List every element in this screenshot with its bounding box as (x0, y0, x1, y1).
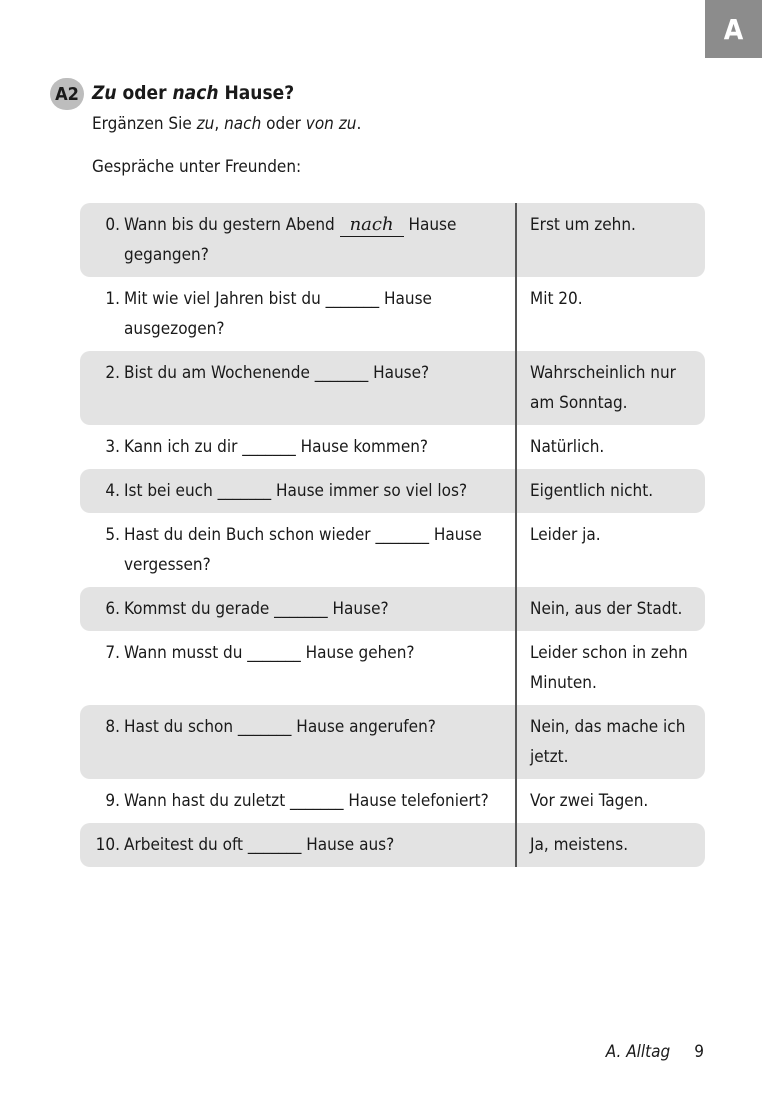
question-cell (80, 587, 517, 631)
question-cell (80, 469, 517, 513)
question-text[interactable]: Kommst du gerade _______ Hause? (124, 599, 389, 619)
item-number: 10. (95, 835, 120, 855)
item-number: 1. (105, 289, 120, 309)
item-number: 6. (105, 599, 120, 619)
exercise-number-badge: A2 (50, 78, 84, 110)
question-text[interactable]: Arbeitest du oft _______ Hause aus? (124, 835, 395, 855)
item-number: 2. (105, 363, 120, 383)
table-row (80, 425, 705, 469)
question-part: Wann bis du gestern Abend (124, 215, 340, 235)
title-mid: oder (116, 82, 173, 104)
item-number: 9. (105, 791, 120, 811)
table-row (80, 631, 705, 705)
question-text[interactable]: Ist bei euch _______ Hause immer so viel los? (124, 481, 468, 501)
item-number: 3. (105, 437, 120, 457)
instr-nach: nach (224, 114, 262, 134)
exercise-title (92, 80, 294, 106)
table-row (80, 277, 705, 351)
item-number: 8. (105, 717, 120, 737)
title-zu: Zu (92, 82, 117, 104)
title-end: Hause? (218, 82, 295, 104)
item-number: 0. (105, 215, 120, 235)
table-row (80, 587, 705, 631)
question-part: Hause gegangen? (124, 215, 457, 265)
instr-zu: zu (196, 114, 215, 134)
reply-cell: Ja, meistens. (530, 835, 629, 855)
reply-cell: Erst um zehn. (530, 215, 636, 235)
table-row-example (80, 203, 705, 277)
reply-cell: Mit 20. (530, 289, 583, 309)
question-cell (80, 203, 517, 277)
question-text[interactable]: Wann hast du zuletzt _______ Hause telefoniert? (124, 791, 489, 811)
question-text[interactable]: Wann musst du _______ Hause gehen? (124, 643, 415, 663)
question-cell (80, 425, 517, 469)
question-cell (80, 631, 517, 705)
reply-cell: Nein, das mache ich jetzt. (530, 717, 686, 767)
table-row (80, 513, 705, 587)
table-row (80, 705, 705, 779)
reply-cell: Leider schon in zehn Minuten. (530, 643, 688, 693)
table-row (80, 469, 705, 513)
reply-cell: Leider ja. (530, 525, 601, 545)
reply-cell: Vor zwei Tagen. (530, 791, 649, 811)
instr-vonzu: von zu (305, 114, 357, 134)
instr-text: , (214, 114, 225, 134)
page-footer (606, 1042, 704, 1062)
reply-cell: Wahrscheinlich nur am Sonntag. (530, 363, 676, 413)
item-number: 5. (105, 525, 120, 545)
section-tab-marker: A (705, 0, 762, 58)
question-cell (80, 779, 517, 823)
question-cell (80, 823, 517, 867)
instr-text: . (356, 114, 362, 134)
table-row (80, 779, 705, 823)
question-text[interactable]: Hast du dein Buch schon wieder _______ Hause vergessen? (124, 525, 482, 575)
instr-text: Ergänzen Sie (92, 114, 197, 134)
exercise-instruction (92, 112, 361, 136)
table-row (80, 823, 705, 867)
question-cell (80, 705, 517, 779)
question-cell (80, 351, 517, 425)
reply-cell: Nein, aus der Stadt. (530, 599, 683, 619)
table-row (80, 351, 705, 425)
subheading: Gespräche unter Freunden: (92, 157, 302, 177)
footer-section-title: A. Alltag (605, 1042, 671, 1062)
question-text (122, 210, 507, 270)
question-text[interactable]: Bist du am Wochenende _______ Hause? (124, 363, 430, 383)
dialog-table (80, 203, 705, 867)
handwritten-answer: nach (340, 214, 404, 237)
question-text[interactable]: Kann ich zu dir _______ Hause kommen? (124, 437, 429, 457)
question-cell (80, 513, 517, 587)
instr-text: oder (261, 114, 306, 134)
page-number: 9 (694, 1042, 704, 1062)
reply-cell: Eigentlich nicht. (530, 481, 654, 501)
reply-cell: Natürlich. (530, 437, 605, 457)
question-cell (80, 277, 517, 351)
item-number: 4. (105, 481, 120, 501)
question-text[interactable]: Mit wie viel Jahren bist du _______ Hause ausgezogen? (124, 289, 432, 339)
question-text[interactable]: Hast du schon _______ Hause angerufen? (124, 717, 436, 737)
item-number: 7. (105, 643, 120, 663)
title-nach: nach (172, 82, 219, 104)
